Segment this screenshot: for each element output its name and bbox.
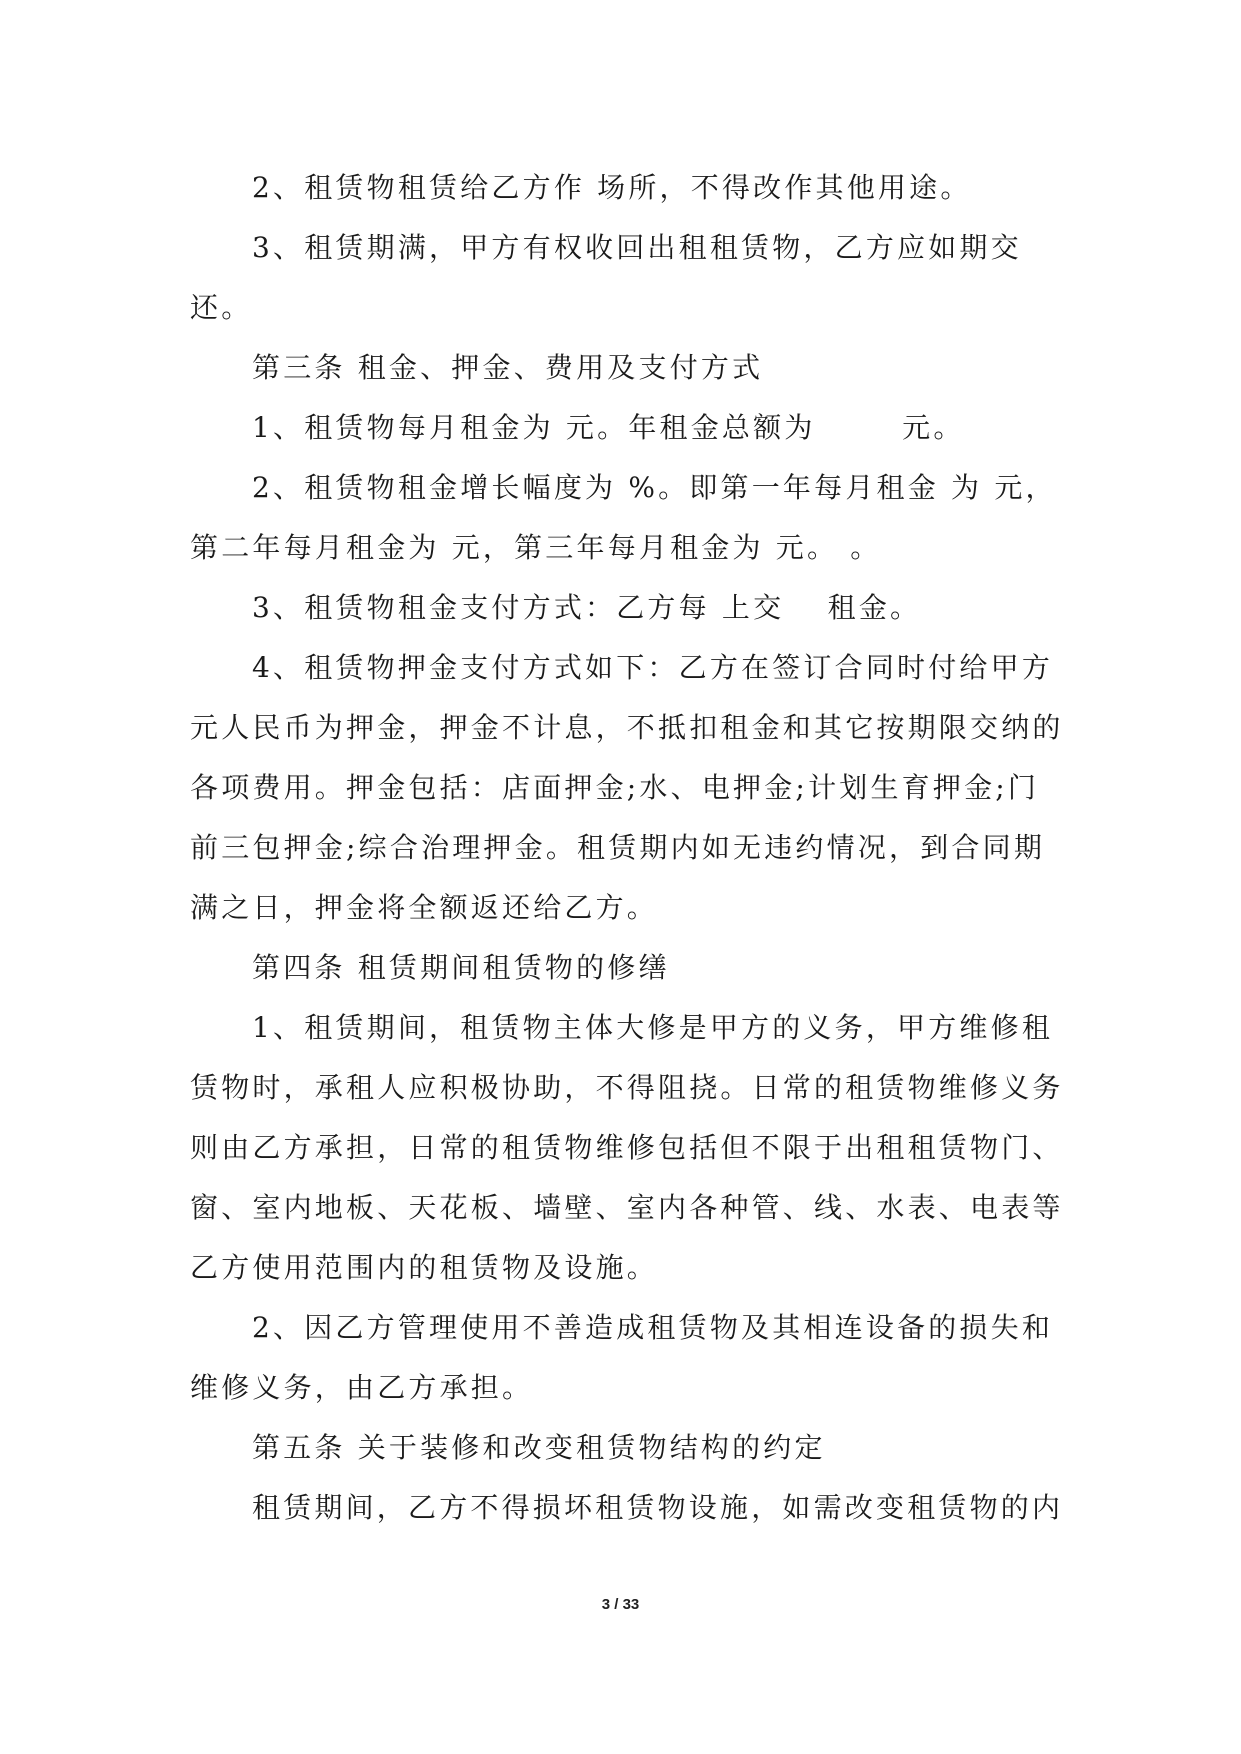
- document-body: [190, 158, 1070, 1538]
- section-heading-article-5: 第五条 关于装修和改变租赁物结构的约定: [252, 1431, 826, 1464]
- paragraph-payment-method: 3、租赁物租金支付方式：乙方每 上交 租金。: [252, 591, 922, 624]
- section-heading-article-4: 第四条 租赁期间租赁物的修缮: [252, 951, 670, 984]
- paragraph-monthly-rent: 1、租赁物每月租金为 元。年租金总额为 元。: [252, 411, 965, 444]
- paragraph-clause-3-expiry: 3、租赁期满，甲方有权收回出租租赁物，乙方应如期交还。: [190, 231, 1022, 324]
- section-heading-article-3: 第三条 租金、押金、费用及支付方式: [252, 351, 764, 384]
- paragraph-rent-increase: 2、租赁物租金增长幅度为 %。即第一年每月租金 为 元，第二年每月租金为 元，第三年每月租金为 元。 。: [190, 471, 1057, 564]
- paragraph-deposit: 4、租赁物押金支付方式如下：乙方在签订合同时付给甲方 元人民币为押金，押金不计息，不抵扣租金和其它按期限交纳的各项费用。押金包括：店面押金;水、电押金;计划生育押金;门前三包押金;综合治理押金。租赁期内如无违约情况，到合同期满之日，押金将全额返还给乙方。: [190, 651, 1066, 924]
- page-number: 3 / 33: [601, 1596, 640, 1613]
- paragraph-repair-duty: 1、租赁期间，租赁物主体大修是甲方的义务，甲方维修租赁物时，承租人应积极协助，不得阻挠。日常的租赁物维修义务则由乙方承担，日常的租赁物维修包括但不限于出租租赁物门、窗、室内地板、天花板、墙壁、室内各种管、线、水表、电表等乙方使用范围内的租赁物及设施。: [190, 1011, 1064, 1284]
- paragraph-renovation: 租赁期间，乙方不得损坏租赁物设施，如需改变租赁物的内: [252, 1491, 1064, 1524]
- paragraph-clause-2-usage: 2、租赁物租赁给乙方作 场所，不得改作其他用途。: [252, 171, 972, 204]
- paragraph-damage-liability: 2、因乙方管理使用不善造成租赁物及其相连设备的损失和维修义务，由乙方承担。: [190, 1311, 1054, 1404]
